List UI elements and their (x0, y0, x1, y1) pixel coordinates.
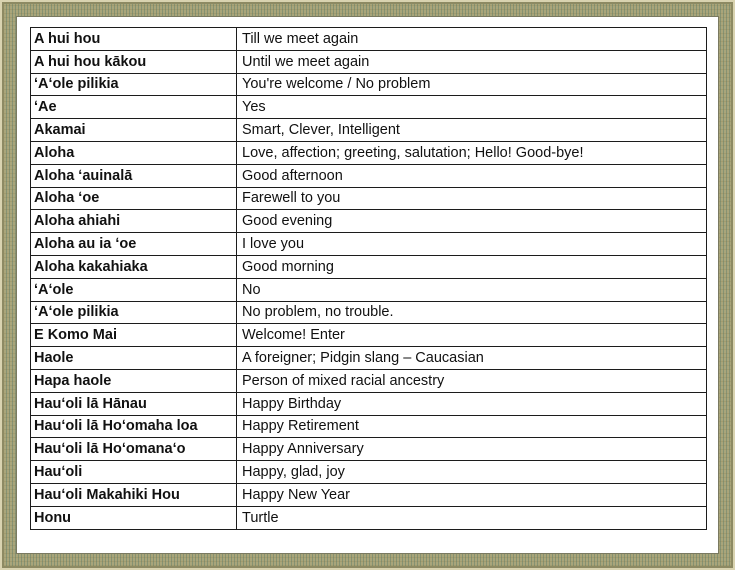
table-row (31, 506, 707, 529)
hawaiian-term: ʻAʻole pilikia (31, 73, 237, 96)
english-meaning: Good morning (237, 255, 707, 278)
table-row (31, 119, 707, 142)
english-meaning: A foreigner; Pidgin slang – Caucasian (237, 347, 707, 370)
english-meaning: Till we meet again (237, 28, 707, 51)
english-meaning: Happy Birthday (237, 392, 707, 415)
hawaiian-term: Haole (31, 347, 237, 370)
hawaiian-term: A hui hou kākou (31, 50, 237, 73)
hawaiian-term: Aloha kakahiaka (31, 255, 237, 278)
hawaiian-term: Aloha ʻauinalā (31, 164, 237, 187)
hawaiian-term: Honu (31, 506, 237, 529)
english-meaning: Good afternoon (237, 164, 707, 187)
table-row (31, 210, 707, 233)
hawaiian-term: Akamai (31, 119, 237, 142)
english-meaning: Love, affection; greeting, salutation; Hello! Good-bye! (237, 141, 707, 164)
english-meaning: Happy, glad, joy (237, 461, 707, 484)
hawaiian-term: Aloha ʻoe (31, 187, 237, 210)
english-meaning: No problem, no trouble. (237, 301, 707, 324)
table-row (31, 141, 707, 164)
table-row (31, 461, 707, 484)
english-meaning: Good evening (237, 210, 707, 233)
hawaiian-term: ʻAʻole pilikia (31, 301, 237, 324)
english-meaning: Happy Retirement (237, 415, 707, 438)
table-row (31, 301, 707, 324)
hawaiian-term: Hauʻoli lā Hoʻomaha loa (31, 415, 237, 438)
table-row (31, 392, 707, 415)
english-meaning: Happy New Year (237, 483, 707, 506)
phrase-table (30, 27, 707, 530)
hawaiian-term: Aloha ahiahi (31, 210, 237, 233)
table-row (31, 187, 707, 210)
hawaiian-term: Hauʻoli lā Hānau (31, 392, 237, 415)
english-meaning: Smart, Clever, Intelligent (237, 119, 707, 142)
table-row (31, 255, 707, 278)
table-row (31, 324, 707, 347)
hawaiian-term: Aloha (31, 141, 237, 164)
english-meaning: Happy Anniversary (237, 438, 707, 461)
hawaiian-term: Aloha au ia ʻoe (31, 233, 237, 256)
hawaiian-term: ʻAe (31, 96, 237, 119)
phrase-table-body (31, 28, 707, 530)
hawaiian-term: Hauʻoli (31, 461, 237, 484)
english-meaning: Farewell to you (237, 187, 707, 210)
hawaiian-term: Hapa haole (31, 369, 237, 392)
document-page (17, 17, 718, 553)
hawaiian-term: ʻAʻole (31, 278, 237, 301)
english-meaning: I love you (237, 233, 707, 256)
table-row (31, 28, 707, 51)
hawaiian-term: E Komo Mai (31, 324, 237, 347)
table-row (31, 438, 707, 461)
table-row (31, 369, 707, 392)
hawaiian-term: Hauʻoli Makahiki Hou (31, 483, 237, 506)
table-row (31, 347, 707, 370)
english-meaning: Welcome! Enter (237, 324, 707, 347)
english-meaning: Turtle (237, 506, 707, 529)
hawaiian-term: A hui hou (31, 28, 237, 51)
table-row (31, 96, 707, 119)
table-row (31, 483, 707, 506)
table-row (31, 278, 707, 301)
english-meaning: Person of mixed racial ancestry (237, 369, 707, 392)
english-meaning: Until we meet again (237, 50, 707, 73)
table-row (31, 164, 707, 187)
english-meaning: No (237, 278, 707, 301)
table-row (31, 50, 707, 73)
table-row (31, 415, 707, 438)
table-row (31, 233, 707, 256)
table-row (31, 73, 707, 96)
english-meaning: Yes (237, 96, 707, 119)
hawaiian-term: Hauʻoli lā Hoʻomanaʻo (31, 438, 237, 461)
english-meaning: You're welcome / No problem (237, 73, 707, 96)
